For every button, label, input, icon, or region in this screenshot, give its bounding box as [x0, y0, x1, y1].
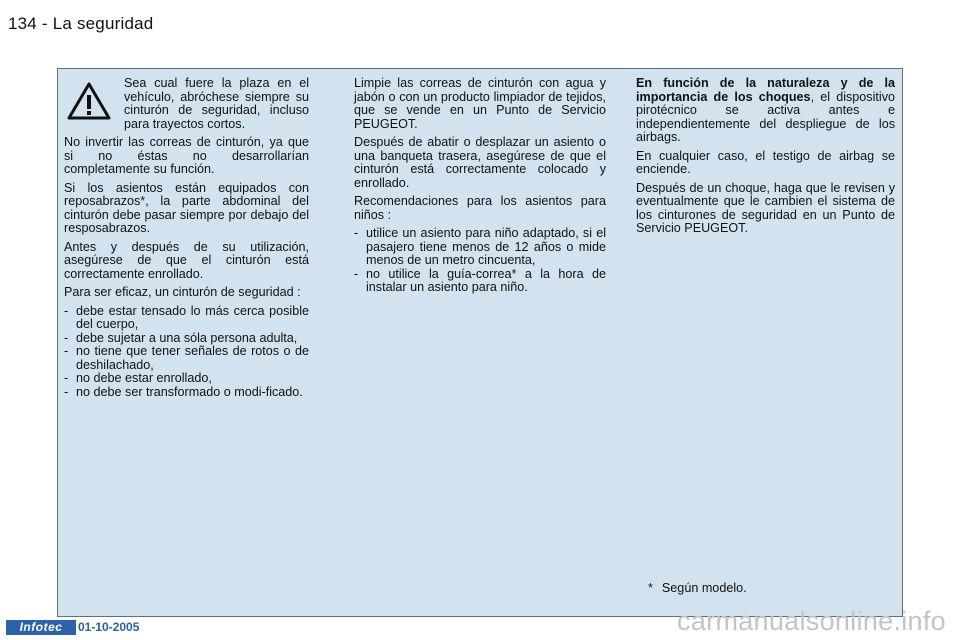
paragraph: En cualquier caso, el testigo de airbag se enciende.: [636, 148, 895, 176]
list-item: - debe sujetar a una sóla persona adulta,: [64, 332, 309, 346]
paragraph: Antes y después de su utilización, asegúrese de que el cinturón está correctamente enrollado.: [64, 239, 309, 281]
page-header: [8, 14, 153, 34]
list-item: - no tiene que tener señales de rotos o de deshilachado,: [64, 345, 309, 372]
footer-date: 01-10-2005: [78, 620, 140, 634]
watermark: carmanualsonline.info: [677, 606, 946, 636]
requirements-list: [64, 305, 309, 400]
footnote-text: Según modelo.: [661, 581, 747, 595]
paragraph: Recomendaciones para los asientos para niños :: [354, 194, 606, 222]
paragraph: Para ser eficaz, un cinturón de seguridad :: [64, 285, 301, 299]
paragraph: Sea cual fuere la plaza en el vehículo, abróchese siempre su cinturón de seguridad, incluso para trayectos cortos.: [124, 76, 309, 131]
bold-lead: En función de la naturaleza y de la importancia de los choques: [636, 76, 895, 104]
warning-triangle-icon: [64, 81, 116, 121]
section-title: La seguridad: [52, 14, 154, 33]
list-item: - no debe ser transformado o modi-ficado.: [64, 386, 309, 400]
column-2: [354, 77, 606, 300]
child-seat-list: [354, 227, 606, 295]
footnote: [648, 581, 747, 595]
infotec-logo: Infotec: [6, 620, 76, 635]
column-3: [636, 77, 895, 241]
list-item: - no debe estar enrollado,: [64, 372, 309, 386]
page-number: 134: [8, 14, 37, 33]
footnote-marker: *: [648, 581, 653, 595]
paragraph: [636, 77, 895, 145]
paragraph: Limpie las correas de cinturón con agua y jabón o con un producto limpiador de tejidos, que se vende en un Punto de Servicio PEUGEOT.: [354, 76, 606, 131]
paragraph-rest: , el dispositivo pirotécnico se activa antes e independientemente del despliegue de los airbags.: [636, 89, 895, 144]
list-item: - utilice un asiento para niño adaptado, si el pasajero tiene menos de 12 años o mide menos de un metro cincuenta,: [354, 227, 606, 268]
paragraph: No invertir las correas de cinturón, ya que si no éstas no desarrollarían completamente su función.: [64, 135, 309, 176]
header-separator: -: [41, 14, 48, 33]
paragraph: Después de abatir o desplazar un asiento o una banqueta trasera, asegúrese de que el cinturón está correctamente colocado y enrollado.: [354, 135, 606, 190]
list-item: - no utilice la guía-correa* a la hora de instalar un asiento para niño.: [354, 268, 606, 295]
paragraph: Si los asientos están equipados con reposabrazos*, la parte abdominal del cinturón debe pasar siempre por debajo del resposabrazos.: [64, 180, 309, 235]
list-item: - debe estar tensado lo más cerca posible del cuerpo,: [64, 305, 309, 332]
column-1: [64, 77, 309, 404]
paragraph: Después de un choque, haga que le revisen y eventualmente que le cambien el sistema de los cinturones de seguridad en un Punto de Servicio PEUGEOT.: [636, 180, 895, 235]
content-panel: [57, 68, 903, 617]
